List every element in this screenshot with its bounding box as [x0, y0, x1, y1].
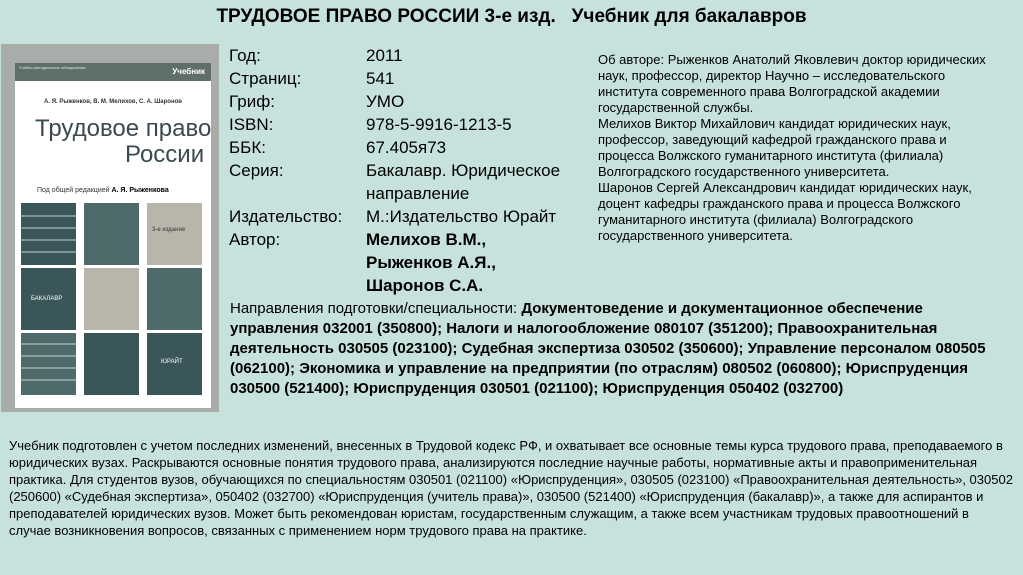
year-value: 2011	[366, 46, 403, 65]
directions-label: Направления подготовки/специальности:	[230, 300, 522, 317]
about-author-sharonov: Шаронов Сергей Александрович кандидат юридических наук, доцент кафедры гражданского права и процесса Волжского гуманитарного института (филиала) Волгоградского государственного университета.	[598, 180, 972, 243]
cover-tile	[21, 333, 76, 395]
cover-tile	[147, 333, 202, 395]
cover-editor	[37, 187, 169, 194]
author-value-line1: Мелихов В.М.,	[366, 230, 487, 249]
author-label: Автор:	[229, 230, 281, 249]
about-author-melikhov: Мелихов Виктор Михайлович кандидат юридических наук, профессор, заведующий кафедрой гражданского права и процесса Волжского гуманитарного института (филиала) Волгоградского государственного университета.	[598, 116, 951, 179]
cover-editor-name: А. Я. Рыженкова	[111, 187, 169, 194]
isbn-label: ISBN:	[229, 115, 274, 134]
cover-tile	[84, 268, 139, 330]
directions-text: Документоведение и документационное обеспечение управления 032001 (350800); Налоги и налогообложение 080107 (351200); Правоохранительная деятельность 030505 (023100); Судебная экспертиза 030502 (350600); Управление персоналом 080505 (062100); Экономика и управление на предприятии (по отраслям) 080502 (060800); Юриспруденция 030500 (521400); Юриспруденция 030501 (021100); Юриспруденция 050402 (032700)	[230, 300, 986, 397]
series-label: Серия:	[229, 161, 284, 180]
grif-value: УМО	[366, 92, 405, 111]
pages-label: Страниц:	[229, 69, 302, 88]
pages-value: 541	[366, 69, 395, 88]
about-authors	[598, 52, 992, 244]
cover-umo-text: Учебно-методическое объединение	[19, 65, 86, 70]
cover-tile	[21, 268, 76, 330]
book-cover-image	[15, 63, 211, 408]
bbk-label: ББК:	[229, 138, 266, 157]
publisher-value: М.:Издательство Юрайт	[366, 207, 557, 226]
grif-label: Гриф:	[229, 92, 275, 111]
bbk-value: 67.405я73	[366, 138, 447, 157]
cover-title-line2: России	[125, 141, 205, 168]
cover-tile	[84, 203, 139, 265]
series-value-line1: Бакалавр. Юридическое	[366, 161, 561, 180]
cover-tile	[21, 203, 76, 265]
cover-publisher-logo: ЮРАЙТ	[161, 359, 183, 365]
cover-tile	[147, 268, 202, 330]
about-author-ryzhenkov: Об авторе: Рыженков Анатолий Яковлевич доктор юридических наук, профессор, директор Научно – исследовательского института современного права Волгоградской академии государственной службы.	[598, 52, 986, 115]
series-value-line2: направление	[366, 184, 470, 203]
book-annotation: Учебник подготовлен с учетом последних изменений, внесенных в Трудовой кодекс РФ, и охватывает все основные темы курса трудового права, преподаваемого в юридических вузах. Раскрываются основные понятия трудового права, анализируются последние научные работы, нормативные акты и правоприменительная практика. Для студентов вузов, обучающихся по специальностям 030501 (021100) «Юриспруденция», 030505 (023100) «Правоохранительная деятельность», 030502 (250600) «Судебная экспертиза», 050402 (032700) «Юриспруденция (учитель права)», 030500 (521400) «Юриспруденция (бакалавр)», а также для аспирантов и преподавателей юридических вузов. Может быть рекомендован юристам, государственным служащим, а также всем участникам трудовых правоотношений в случае возникновения вопросов, связанных с применением норм трудового права на практике.	[9, 438, 1013, 538]
cover-series-label: БАКАЛАВР	[31, 296, 63, 302]
isbn-value: 978-5-9916-1213-5	[366, 115, 512, 134]
page-title: ТРУДОВОЕ ПРАВО РОССИИ 3-е изд. Учебник для бакалавров	[216, 6, 807, 27]
training-directions	[230, 299, 1010, 399]
author-value-line3: Шаронов С.А.	[366, 276, 484, 295]
cover-top-bar	[15, 63, 211, 81]
cover-tile	[84, 333, 139, 395]
cover-edition: 3-е издание	[152, 227, 186, 233]
year-label: Год:	[229, 46, 261, 65]
cover-editor-prefix: Под общей редакцией	[37, 187, 110, 194]
author-value-line2: Рыженков А.Я.,	[366, 253, 496, 272]
publisher-label: Издательство:	[229, 207, 343, 226]
cover-tag: Учебник	[172, 67, 205, 76]
cover-title-line1: Трудовое право	[35, 115, 211, 142]
cover-authors: А. Я. Рыженков, В. М. Мелихов, С. А. Шаронов	[44, 99, 182, 105]
cover-tile	[147, 203, 202, 265]
